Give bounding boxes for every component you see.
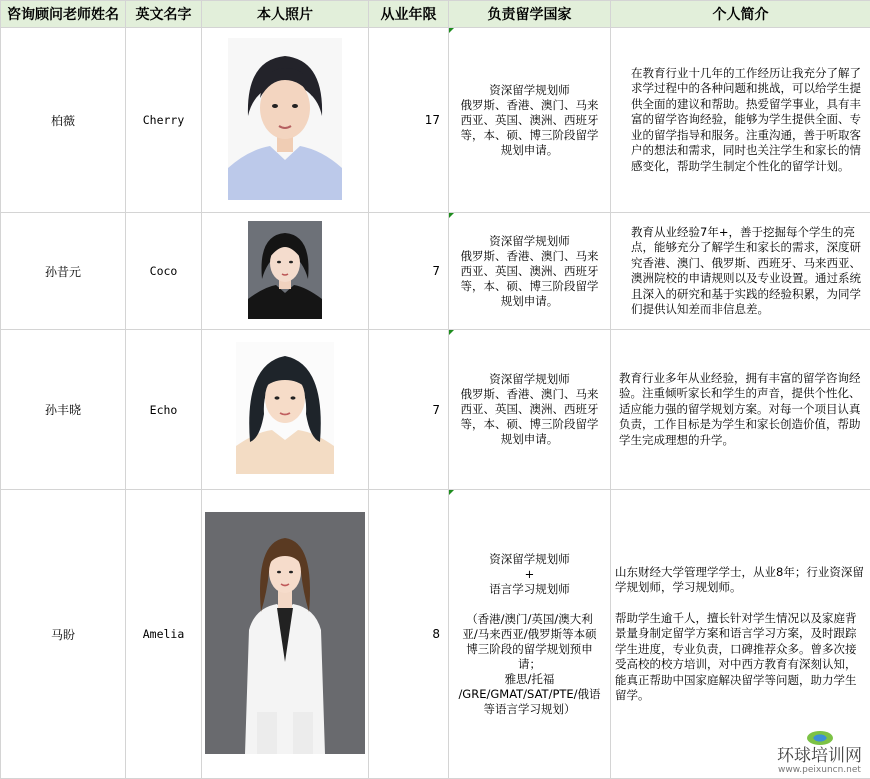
country-line: 语言学习规划师 — [489, 581, 570, 596]
consultant-name: 孙昔元 — [1, 213, 126, 330]
years-value: 17 — [369, 28, 449, 213]
english-name: Amelia — [126, 490, 202, 779]
header-countries: 负责留学国家 — [449, 1, 611, 28]
country-line: 俄罗斯、香港、澳门、马来 — [460, 248, 599, 263]
bio-cell — [611, 213, 870, 330]
country-line: 资深留学规划师 — [489, 82, 570, 97]
country-line: 俄罗斯、香港、澳门、马来 — [460, 387, 599, 401]
portrait-photo — [248, 221, 322, 319]
country-line: 规划申请。 — [500, 432, 559, 446]
bio-cell — [611, 28, 870, 213]
english-name: Echo — [126, 330, 202, 490]
bio-text: 在教育行业十几年的工作经历让我充分了解了求学过程中的各种问题和挑战，可以给学生提供全面的建议和帮助。热爱留学事业，具有丰富的留学咨询经验，能够为学生提供全面、专业的留学指导和服务。注重沟通，善于听取客户的想法和需求，同时也关注学生和家长的情感变化，帮助学生制定个性化的留学计划。 — [631, 65, 861, 173]
years-value: 8 — [369, 490, 449, 779]
header-bio: 个人简介 — [611, 1, 870, 28]
country-line: 博三阶段的留学规划预申 — [466, 641, 593, 656]
country-line: /GRE/GMAT/SAT/PTE/俄语 — [458, 686, 601, 701]
table-row — [1, 28, 870, 213]
photo-cell — [202, 28, 369, 213]
globe-logo-icon — [807, 731, 833, 745]
country-line: 等语言学习规划） — [483, 701, 576, 716]
header-english-name: 英文名字 — [126, 1, 202, 28]
country-line: 西亚、英国、澳洲、西班牙 — [460, 402, 599, 416]
country-line: 规划申请。 — [500, 293, 559, 308]
portrait-photo — [205, 512, 365, 754]
portrait-photo — [236, 342, 334, 474]
bio-spacer — [615, 596, 866, 611]
countries-cell — [449, 490, 611, 779]
country-line: 等，本、硕、博三阶段留学 — [460, 278, 599, 293]
country-line: （香港/澳门/英国/澳大利 — [466, 611, 593, 626]
consultant-name: 柏薇 — [1, 28, 126, 213]
country-line: 雅思/托福 — [504, 671, 555, 686]
watermark-text: 环球培训网 — [777, 746, 862, 766]
years-value: 7 — [369, 330, 449, 490]
country-line: 等，本、硕、博三阶段留学 — [460, 127, 599, 142]
consultant-name: 马盼 — [1, 490, 126, 779]
countries-cell — [449, 213, 611, 330]
portrait-photo — [228, 38, 342, 200]
header-row — [1, 1, 870, 28]
bio-text: 教育行业多年从业经验，拥有丰富的留学咨询经验。注重倾听家长和学生的声音，提供个性化、适应能力强的留学规划方案。对每一个项目认真负责，工作目标是为学生和家长创造价值，帮助学生完成理想的升学。 — [619, 370, 861, 447]
watermark — [777, 731, 862, 775]
table-row — [1, 490, 870, 779]
bio-cell — [611, 330, 870, 490]
bio-text: 山东财经大学管理学学士，从业8年；行业资深留学规划师，学习规划师。 — [615, 564, 864, 594]
bio-text: 教育从业经验7年+，善于挖掘每个学生的亮点，能够充分了解学生和家长的需求，深度研究香港、澳门、俄罗斯、西班牙、马来西亚、澳洲院校的申请规则以及专业设置。通过系统且深入的研究和基于实践的经验积累，为同学们提供认知差而非信息差。 — [631, 224, 861, 316]
photo-cell — [202, 330, 369, 490]
country-line: 俄罗斯、香港、澳门、马来 — [460, 97, 599, 112]
country-line: + — [524, 566, 535, 581]
photo-cell — [202, 213, 369, 330]
countries-cell — [449, 330, 611, 490]
country-line: 请； — [518, 656, 541, 671]
english-name: Coco — [126, 213, 202, 330]
country-line: 资深留学规划师 — [489, 233, 570, 248]
bio-text: 帮助学生逾千人，擅长针对学生情况以及家庭背景量身制定留学方案和语言学习方案，及时跟踪学生进度，专业负责，口碑推荐众多。曾多次接受高校的校方培训，对中西方教育有深刻认知，能真正帮助中国家庭解决留学等问题，助力学生留学。 — [615, 610, 857, 702]
country-line: 亚/马来西亚/俄罗斯等本硕 — [462, 626, 597, 641]
english-name: Cherry — [126, 28, 202, 213]
countries-cell — [449, 28, 611, 213]
header-photo: 本人照片 — [202, 1, 369, 28]
table-row — [1, 213, 870, 330]
header-years: 从业年限 — [369, 1, 449, 28]
country-line: 等，本、硕、博三阶段留学 — [460, 417, 599, 431]
header-name: 咨询顾问老师姓名 — [1, 1, 126, 28]
country-line: 资深留学规划师 — [489, 372, 570, 386]
country-line: 规划申请。 — [500, 142, 559, 157]
watermark-url: www.peixuncn.net — [778, 765, 861, 775]
consultant-name: 孙丰晓 — [1, 330, 126, 490]
years-value: 7 — [369, 213, 449, 330]
photo-cell — [202, 490, 369, 779]
table-row — [1, 330, 870, 490]
country-line: 西亚、英国、澳洲、西班牙 — [460, 263, 599, 278]
country-line: 资深留学规划师 — [489, 551, 570, 566]
country-line — [451, 597, 608, 612]
country-line: 西亚、英国、澳洲、西班牙 — [460, 112, 599, 127]
